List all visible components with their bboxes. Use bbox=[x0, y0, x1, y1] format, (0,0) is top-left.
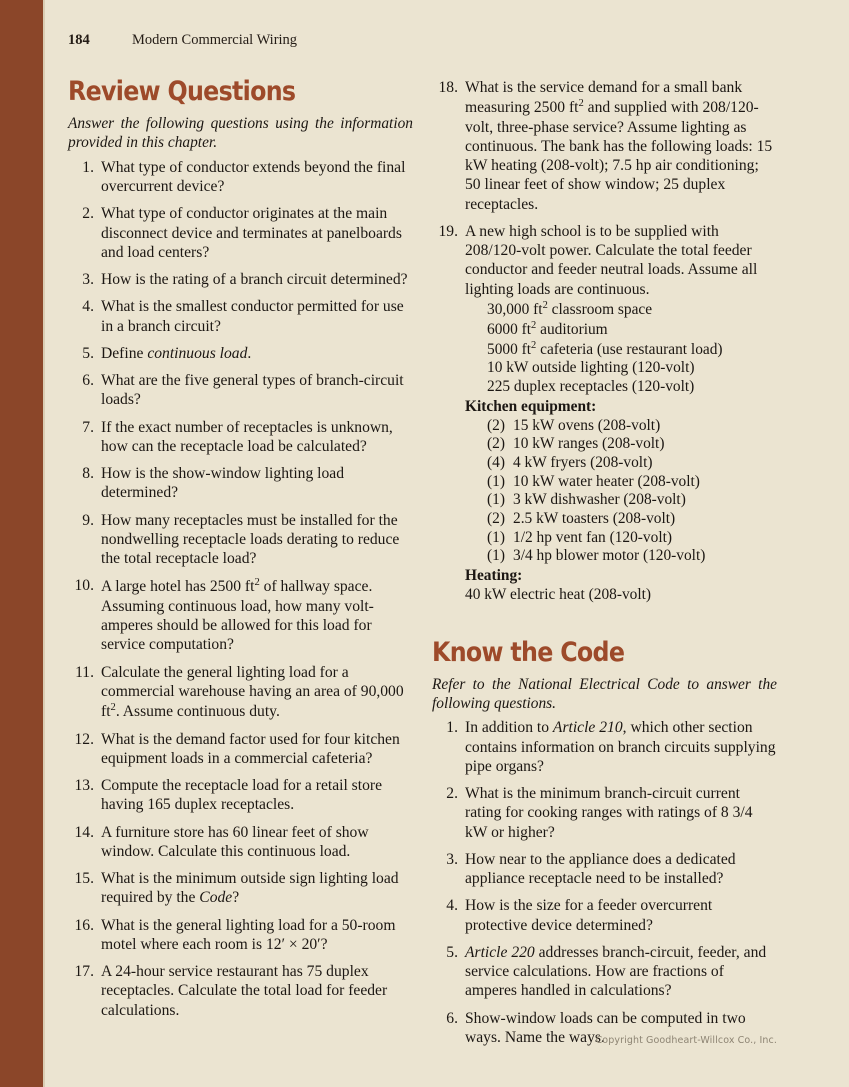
code-question-item bbox=[432, 896, 777, 935]
area-spec-list bbox=[465, 300, 777, 397]
question-text: A new high school is to be supplied with 208/120-volt power. Calculate the total feeder conductor and feeder neutral loads. Assume all lighting loads are continuous. bbox=[465, 222, 758, 298]
kitchen-equipment-label: Kitchen equipment: bbox=[465, 397, 597, 415]
know-the-code-instruction bbox=[432, 676, 777, 714]
equipment-desc: 2.5 kW toasters (208-volt) bbox=[513, 510, 676, 528]
question-item bbox=[68, 916, 413, 955]
question-text: Show-window loads can be computed in two ways. Name the ways. bbox=[465, 1009, 746, 1046]
spec-item bbox=[487, 340, 777, 360]
equipment-desc: 3/4 hp blower motor (120-volt) bbox=[513, 547, 706, 565]
question-number: 8. bbox=[82, 465, 94, 483]
equipment-quantity: (2) bbox=[487, 510, 505, 528]
question-text: How is the rating of a branch circuit determined? bbox=[101, 271, 408, 289]
kitchen-equipment-list bbox=[465, 417, 777, 567]
superscript-two: 2 bbox=[254, 577, 260, 589]
question-italic-term: Code bbox=[199, 889, 233, 907]
question-number: 9. bbox=[82, 511, 94, 529]
equipment-quantity: (2) bbox=[487, 416, 505, 434]
review-question-list-continued bbox=[432, 78, 777, 605]
spec-item: 10 kW outside lighting (120-volt) bbox=[487, 359, 695, 377]
question-text-pre: In addition to bbox=[465, 719, 553, 737]
question-text: What type of conductor extends beyond the final overcurrent device? bbox=[101, 158, 406, 196]
code-question-item bbox=[432, 850, 777, 889]
equipment-desc: 10 kW ranges (208-volt) bbox=[513, 435, 665, 453]
question-item bbox=[68, 962, 413, 1020]
equipment-desc: 4 kW fryers (208-volt) bbox=[513, 453, 653, 471]
question-number: 12. bbox=[74, 730, 94, 748]
equipment-quantity: (1) bbox=[487, 472, 505, 490]
question-number: 18. bbox=[438, 79, 458, 96]
superscript-two: 2 bbox=[542, 299, 548, 311]
question-number: 3. bbox=[82, 271, 94, 289]
review-question-list bbox=[68, 158, 413, 1020]
equipment-desc: 15 kW ovens (208-volt) bbox=[513, 416, 661, 434]
spec-desc: classroom space bbox=[547, 301, 653, 319]
question-text-post: addresses branch-circuit, feeder, and service calculations. How are fractions of amperes handled in calculations? bbox=[465, 943, 767, 1000]
question-text: What is the minimum branch-circuit current rating for cooking ranges with ratings of 8 3/4 kW or higher? bbox=[465, 785, 753, 841]
question-number: 2. bbox=[446, 785, 458, 803]
question-item bbox=[432, 78, 777, 214]
running-head bbox=[68, 32, 768, 49]
heating-label: Heating: bbox=[465, 567, 523, 585]
question-text: What type of conductor originates at the main disconnect device and terminates at panelboards and load centers? bbox=[101, 205, 402, 261]
question-text-pre: What is the service demand for a small bank measuring 2500 ft bbox=[465, 79, 743, 117]
instruction-post: to answer the following questions. bbox=[432, 675, 777, 712]
code-question-item bbox=[432, 718, 777, 776]
question-text bbox=[465, 718, 777, 776]
question-number: 6. bbox=[446, 1009, 458, 1027]
question-text-post: , which other section contains information on branch circuits supplying pipe organs? bbox=[465, 719, 776, 775]
page-spine-band bbox=[0, 0, 43, 1087]
question-number: 11. bbox=[75, 663, 94, 681]
question-text: What is the demand factor used for four kitchen equipment loads in a commercial cafeteria? bbox=[101, 730, 400, 767]
question-number: 19. bbox=[438, 222, 458, 240]
question-number: 1. bbox=[446, 719, 458, 737]
equipment-quantity: (1) bbox=[487, 491, 505, 509]
equipment-item bbox=[487, 529, 777, 548]
equipment-desc: 10 kW water heater (208-volt) bbox=[513, 472, 700, 490]
question-text bbox=[101, 576, 413, 654]
question-19-load-schedule bbox=[465, 300, 777, 605]
superscript-two: 2 bbox=[531, 339, 537, 351]
question-item bbox=[68, 663, 413, 722]
know-the-code-heading: Know the Code bbox=[432, 636, 625, 668]
question-text: Compute the receptacle load for a retail store having 165 duplex receptacles. bbox=[101, 777, 382, 814]
question-number: 17. bbox=[74, 963, 94, 981]
question-item bbox=[68, 576, 413, 654]
question-item bbox=[68, 823, 413, 862]
question-number: 2. bbox=[82, 205, 94, 223]
question-number: 3. bbox=[446, 850, 458, 868]
equipment-item bbox=[487, 454, 777, 473]
code-question-item bbox=[432, 784, 777, 842]
review-questions-heading: Review Questions bbox=[68, 76, 296, 107]
question-item bbox=[68, 511, 413, 569]
question-number: 4. bbox=[446, 897, 458, 915]
equipment-item bbox=[487, 417, 777, 436]
question-text: How is the size for a feeder overcurrent protective device determined? bbox=[465, 897, 713, 934]
question-number: 4. bbox=[82, 298, 94, 316]
copyright-notice: Copyright Goodheart-Willcox Co., Inc. bbox=[595, 1035, 777, 1046]
book-title: Modern Commercial Wiring bbox=[132, 32, 298, 48]
question-number: 15. bbox=[74, 870, 94, 888]
spec-desc: auditorium bbox=[536, 320, 608, 338]
question-number: 7. bbox=[82, 418, 94, 436]
question-number: 6. bbox=[82, 372, 94, 390]
page-number: 184 bbox=[68, 32, 90, 48]
question-item bbox=[68, 730, 413, 769]
question-text: How many receptacles must be installed for the nondwelling receptacle loads derating to reduce the total receptacle load? bbox=[101, 511, 400, 568]
question-text: A 24-hour service restaurant has 75 duplex receptacles. Calculate the total load for feeder calculations. bbox=[101, 963, 388, 1019]
right-column bbox=[432, 78, 777, 1055]
question-item bbox=[68, 464, 413, 503]
question-item bbox=[68, 204, 413, 262]
question-text: What are the five general types of branch-circuit loads? bbox=[101, 372, 404, 409]
instruction-pre: Refer to the bbox=[432, 675, 519, 693]
know-the-code-question-list bbox=[432, 718, 777, 1047]
question-item bbox=[68, 270, 413, 289]
question-number: 5. bbox=[446, 943, 458, 961]
spec-area: 5000 ft bbox=[487, 340, 532, 358]
superscript-two: 2 bbox=[110, 702, 116, 714]
question-text: What is the general lighting load for a 50-room motel where each room is 12′ × 20′? bbox=[101, 916, 396, 953]
question-number: 5. bbox=[82, 344, 94, 362]
question-text-post: and supplied with 208/120-volt, three-phase service? Assume lighting as continuous. The bank has the following loads: 15 kW heating (208-volt); 7.5 hp air conditioning; 50 linear feet of show window; 25 duplex receptacles. bbox=[465, 99, 773, 213]
instruction-italic: National Electrical Code bbox=[518, 675, 680, 693]
equipment-item bbox=[487, 491, 777, 510]
question-item bbox=[68, 371, 413, 410]
question-text: Define continuous load. bbox=[101, 344, 252, 362]
question-item bbox=[432, 222, 777, 605]
page-spine-edge bbox=[43, 0, 45, 1087]
question-text: How near to the appliance does a dedicated appliance receptacle need to be installed? bbox=[465, 850, 736, 888]
question-number: 14. bbox=[74, 823, 94, 841]
equipment-item bbox=[487, 435, 777, 454]
question-item bbox=[68, 418, 413, 457]
equipment-quantity: (1) bbox=[487, 547, 505, 565]
left-column bbox=[68, 78, 413, 1028]
question-item bbox=[68, 344, 413, 363]
spec-item bbox=[487, 320, 777, 340]
superscript-two: 2 bbox=[531, 319, 537, 331]
equipment-item bbox=[487, 510, 777, 529]
question-number: 10. bbox=[74, 577, 94, 595]
question-item bbox=[68, 158, 413, 197]
question-text bbox=[465, 78, 777, 214]
spec-desc: cafeteria (use restaurant load) bbox=[536, 340, 723, 358]
question-text: What is the minimum outside sign lighting load required by the Code? bbox=[101, 870, 399, 907]
equipment-desc: 1/2 hp vent fan (120-volt) bbox=[513, 528, 673, 546]
article-reference: Article 210 bbox=[552, 719, 623, 737]
heating-item: 40 kW electric heat (208-volt) bbox=[465, 585, 652, 603]
question-text bbox=[465, 943, 777, 1001]
article-reference: Article 220 bbox=[465, 943, 535, 961]
question-text: How is the show-window lighting load determined? bbox=[101, 465, 344, 502]
equipment-quantity: (1) bbox=[487, 528, 505, 546]
question-number: 1. bbox=[82, 158, 94, 176]
spec-area: 30,000 ft bbox=[487, 301, 543, 319]
question-item bbox=[68, 869, 413, 908]
superscript-two: 2 bbox=[578, 98, 584, 110]
question-number: 13. bbox=[74, 777, 94, 795]
question-item bbox=[68, 297, 413, 336]
question-text-pre: Calculate the general lighting load for a commercial warehouse having an area of 90,000 ft bbox=[101, 663, 404, 721]
equipment-item bbox=[487, 547, 777, 566]
equipment-quantity: (4) bbox=[487, 453, 505, 471]
question-item bbox=[68, 776, 413, 815]
equipment-item bbox=[487, 473, 777, 492]
review-instruction: Answer the following questions using the information provided in this chapter. bbox=[68, 115, 413, 152]
question-text: What is the smallest conductor permitted for use in a branch circuit? bbox=[101, 298, 404, 335]
code-question-item bbox=[432, 943, 777, 1001]
question-text-pre: A large hotel has 2500 ft bbox=[101, 578, 255, 596]
question-text bbox=[101, 663, 413, 722]
spec-item: 225 duplex receptacles (120-volt) bbox=[487, 378, 695, 396]
equipment-quantity: (2) bbox=[487, 435, 505, 453]
question-text-post: . Assume continuous duty. bbox=[115, 703, 280, 721]
equipment-desc: 3 kW dishwasher (208-volt) bbox=[513, 491, 686, 509]
question-number: 16. bbox=[74, 916, 94, 934]
spec-area: 6000 ft bbox=[487, 320, 532, 338]
question-text-post: of hallway space. Assuming continuous load, how many volt-amperes should be allowed for this load for service computation? bbox=[101, 578, 374, 654]
spec-item bbox=[487, 300, 777, 320]
question-italic-term: continuous load bbox=[147, 344, 248, 362]
question-text: If the exact number of receptacles is unknown, how can the receptacle load be calculated? bbox=[101, 418, 393, 455]
question-text: A furniture store has 60 linear feet of show window. Calculate this continuous load. bbox=[101, 823, 369, 860]
